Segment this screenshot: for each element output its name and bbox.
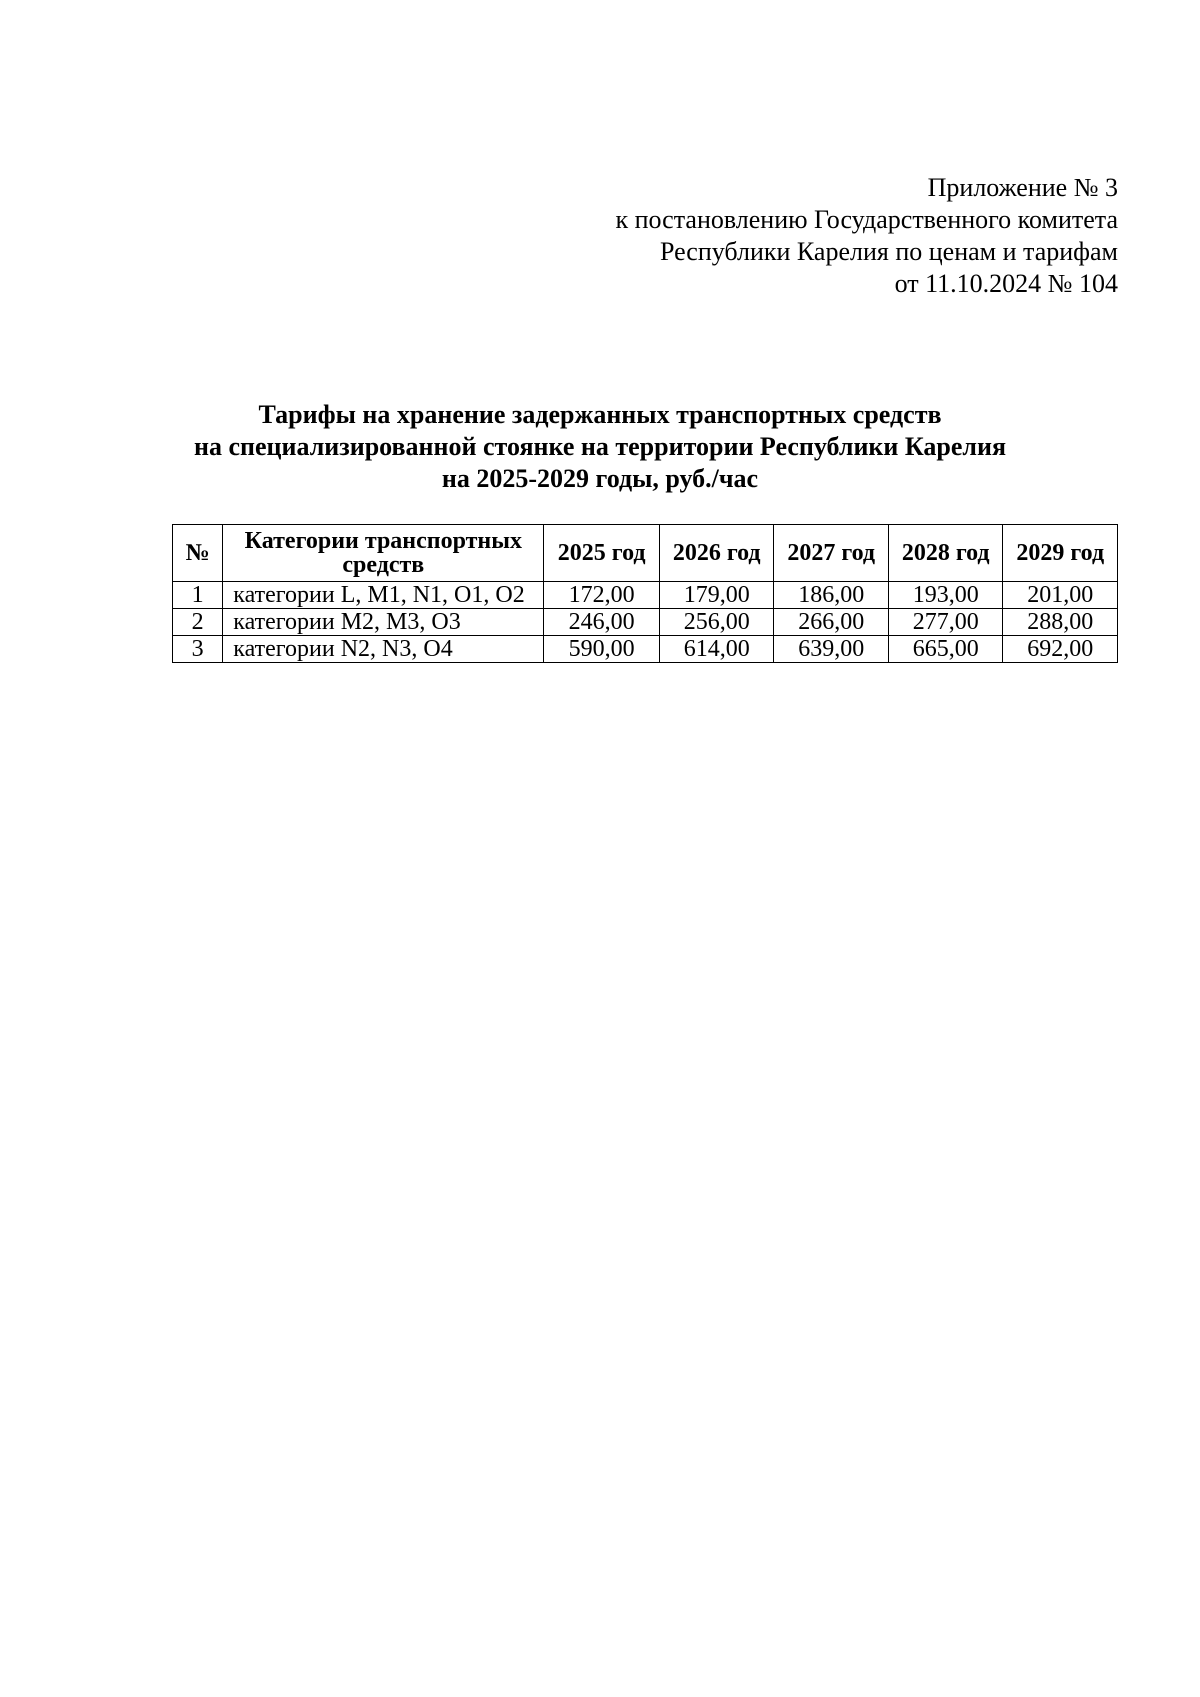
- appendix-number: Приложение № 3: [927, 173, 1118, 202]
- title-line-3: на 2025-2029 годы, руб./час: [441, 464, 759, 493]
- row-number: 2: [173, 609, 223, 636]
- table-row: [173, 582, 1118, 609]
- tariff-2028: 665,00: [888, 636, 1003, 663]
- tariff-2029: 288,00: [1003, 609, 1118, 636]
- tariff-2025: 246,00: [544, 609, 660, 636]
- tariff-2029: 692,00: [1003, 636, 1118, 663]
- appendix-reference: к постановлению Государственного комитета: [615, 205, 1118, 234]
- row-category: категории L, M1, N1, O1, O2: [223, 582, 544, 609]
- header-year-2027: 2027 год: [774, 525, 889, 582]
- tariff-2025: 590,00: [544, 636, 660, 663]
- header-year-2026: 2026 год: [659, 525, 774, 582]
- tariff-2027: 639,00: [774, 636, 889, 663]
- tariff-2026: 179,00: [659, 582, 774, 609]
- table-row: [173, 636, 1118, 663]
- header-year-2025: 2025 год: [544, 525, 660, 582]
- header-number: №: [173, 525, 223, 582]
- row-category: категории M2, M3, O3: [223, 609, 544, 636]
- row-number: 3: [173, 636, 223, 663]
- title-line-2: на специализированной стоянке на территории Республики Карелия: [193, 432, 1007, 461]
- tariff-2029: 201,00: [1003, 582, 1118, 609]
- table-header-row: [173, 525, 1118, 582]
- header-year-2028: 2028 год: [888, 525, 1003, 582]
- appendix-date: от 11.10.2024 № 104: [894, 269, 1118, 298]
- appendix-header: [615, 172, 1118, 300]
- tariff-2028: 193,00: [888, 582, 1003, 609]
- tariff-2027: 266,00: [774, 609, 889, 636]
- tariff-2027: 186,00: [774, 582, 889, 609]
- row-number: 1: [173, 582, 223, 609]
- appendix-authority: Республики Карелия по ценам и тарифам: [659, 237, 1118, 266]
- header-year-2029: 2029 год: [1003, 525, 1118, 582]
- tariffs-table: [172, 524, 1118, 663]
- table-row: [173, 609, 1118, 636]
- row-category: категории N2, N3, O4: [223, 636, 544, 663]
- document-title: [0, 399, 1200, 495]
- tariff-2025: 172,00: [544, 582, 660, 609]
- tariff-2026: 256,00: [659, 609, 774, 636]
- header-category: Категории транспортных средств: [223, 525, 544, 582]
- tariff-2028: 277,00: [888, 609, 1003, 636]
- title-line-1: Тарифы на хранение задержанных транспортных средств: [258, 400, 942, 429]
- tariff-2026: 614,00: [659, 636, 774, 663]
